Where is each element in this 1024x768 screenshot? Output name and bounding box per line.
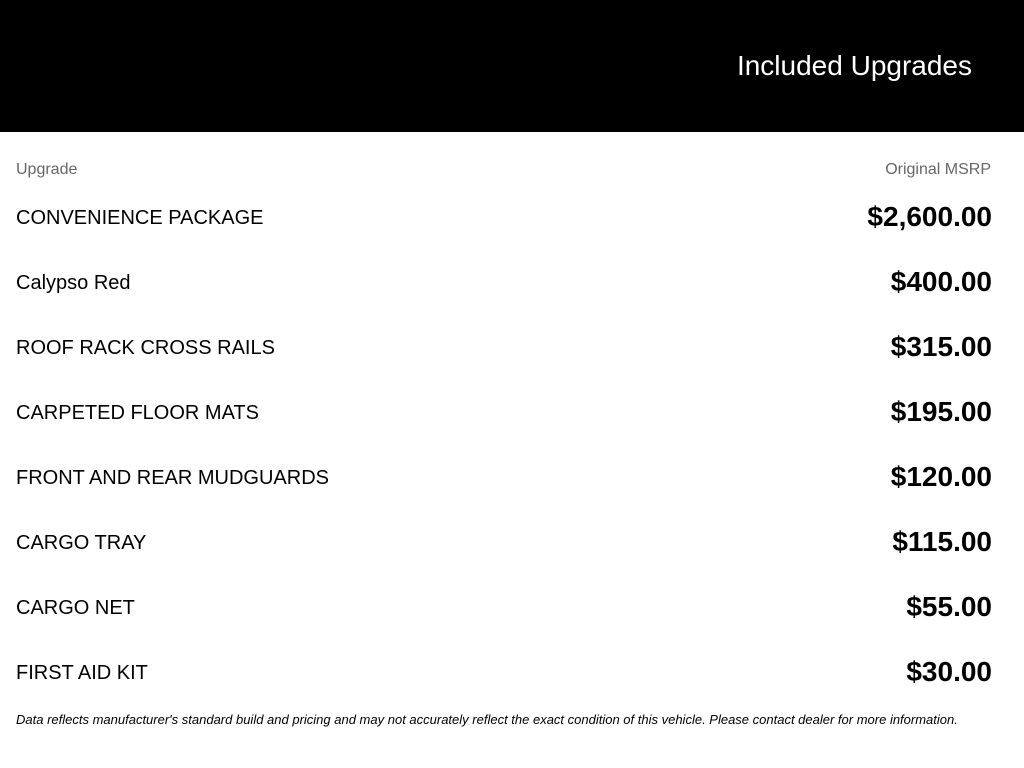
upgrade-row <box>0 510 1024 575</box>
header-banner <box>0 0 1024 132</box>
upgrade-price: $400.00 <box>890 266 992 297</box>
upgrade-row <box>0 250 1024 315</box>
upgrade-row <box>0 185 1024 250</box>
upgrade-name: CONVENIENCE PACKAGE <box>16 207 264 229</box>
upgrade-price: $315.00 <box>890 331 992 362</box>
upgrade-row <box>0 640 1024 705</box>
upgrade-name: FIRST AID KIT <box>16 662 148 684</box>
upgrade-price: $115.00 <box>892 526 992 557</box>
upgrade-price: $30.00 <box>906 656 992 687</box>
upgrade-price: $2,600.00 <box>867 201 992 232</box>
upgrade-row <box>0 575 1024 640</box>
page-title: Included Upgrades <box>736 50 972 81</box>
upgrade-row <box>0 315 1024 380</box>
column-header-upgrade: Upgrade <box>16 161 78 178</box>
upgrade-price: $195.00 <box>890 396 992 427</box>
upgrade-name: FRONT AND REAR MUDGUARDS <box>16 467 329 489</box>
upgrade-price: $55.00 <box>906 591 992 622</box>
upgrade-row <box>0 380 1024 445</box>
upgrade-name: ROOF RACK CROSS RAILS <box>16 337 275 359</box>
upgrade-name: Calypso Red <box>16 272 131 294</box>
upgrade-name: CARGO NET <box>16 597 135 619</box>
column-header-msrp: Original MSRP <box>885 161 991 178</box>
upgrade-row <box>0 445 1024 510</box>
upgrade-name: CARPETED FLOOR MATS <box>16 402 259 424</box>
disclaimer-text: Data reflects manufacturer's standard build and pricing and may not accurately reflect the exact condition of this vehicle. Please contact dealer for more information. <box>16 712 958 727</box>
upgrades-list <box>0 185 1024 705</box>
upgrade-price: $120.00 <box>890 461 992 492</box>
upgrade-name: CARGO TRAY <box>16 532 147 554</box>
